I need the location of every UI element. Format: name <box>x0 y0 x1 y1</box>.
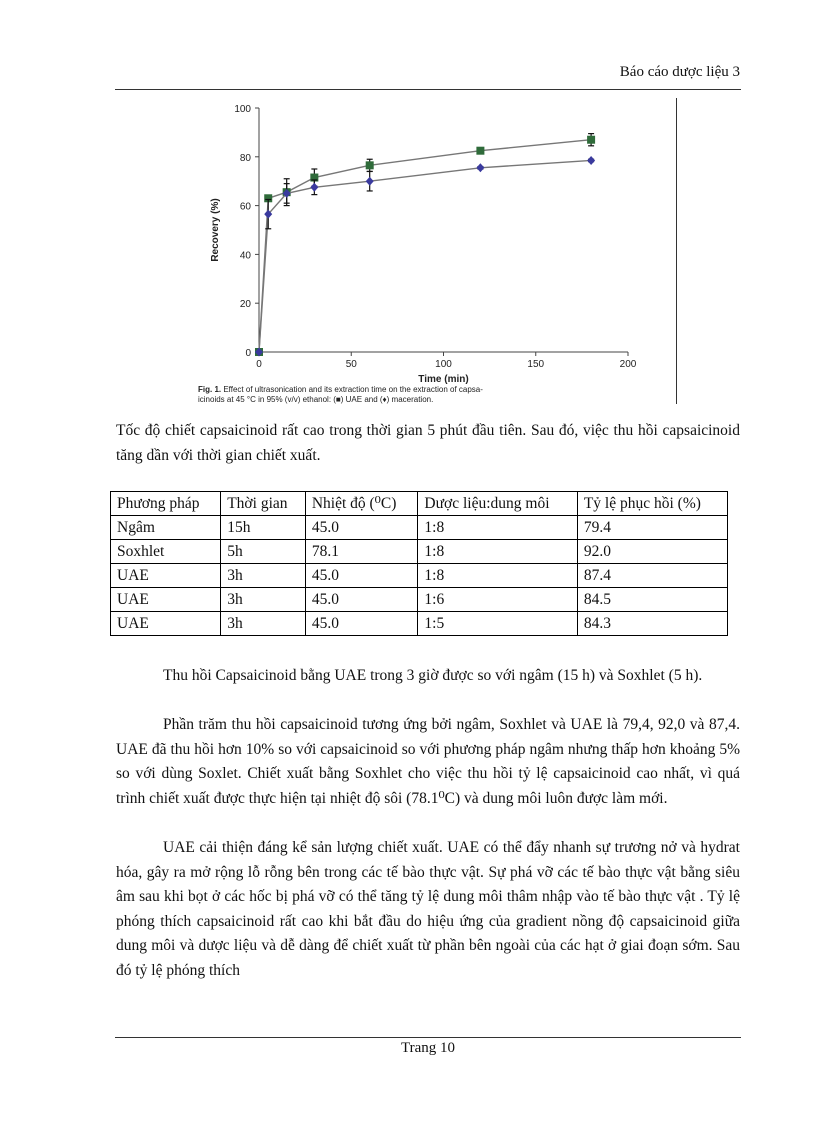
table-cell: 45.0 <box>305 588 418 612</box>
table-cell: UAE <box>111 564 221 588</box>
table-row <box>111 612 728 636</box>
y-tick-label: 80 <box>239 152 251 164</box>
data-point-UAE <box>476 147 484 155</box>
table-cell: 87.4 <box>577 564 727 588</box>
table-cell: 3h <box>221 588 306 612</box>
table-cell: 79.4 <box>577 516 727 540</box>
body-paragraph: UAE cải thiện đáng kể sản lượng chiết xuất. UAE có thể đẩy nhanh sự trương nở và hydrat hóa, gây ra mở rộng lỗ rỗng bên trong các tế bào thực vật. Sự phá vỡ các tế bào thực vật bằng siêu âm sau khi bọt ở các hốc bị phá vỡ có thể tăng tỷ lệ dung môi thâm nhập vào tế bào thực vật . Tỷ lệ phóng thích capsaicinoid rất cao khi bắt đầu do hiệu ứng của gradient nồng độ capsaicinoid giữa dung môi và dược liệu và dễ dàng để chiết xuất từ phần bên ngoài của các hạt ở giai đoạn sớm. Sau đó tỷ lệ phóng thích <box>116 839 740 979</box>
table-row <box>111 540 728 564</box>
figure-border <box>676 98 677 404</box>
table-cell: 1:8 <box>418 516 577 540</box>
table-cell: Ngâm <box>111 516 221 540</box>
table-cell: 3h <box>221 612 306 636</box>
table-cell: 84.5 <box>577 588 727 612</box>
x-tick-label: 150 <box>527 359 545 370</box>
table-header-cell: Nhiệt độ (⁰C) <box>305 492 418 516</box>
table-header-cell: Phương pháp <box>111 492 221 516</box>
y-tick-label: 40 <box>239 250 251 262</box>
table-row <box>111 588 728 612</box>
table-cell: 1:6 <box>418 588 577 612</box>
footer-divider <box>115 1037 741 1038</box>
table-cell: 5h <box>221 540 306 564</box>
y-tick-label: 20 <box>239 299 251 311</box>
table-cell: 1:8 <box>418 564 577 588</box>
figure-caption-text: Effect of ultrasonication and its extraction time on the extraction of capsa- <box>221 385 483 394</box>
table-row <box>111 516 728 540</box>
y-tick-label: 60 <box>239 201 251 213</box>
y-axis-label: Recovery (%) <box>210 198 221 262</box>
table-header-cell: Dược liệu:dung môi <box>418 492 577 516</box>
y-tick-label: 0 <box>245 348 251 359</box>
figure-caption-label: Fig. 1. <box>198 385 222 394</box>
recovery-chart <box>196 96 666 406</box>
body-paragraph: Thu hồi Capsaicinoid bằng UAE trong 3 giờ được so với ngâm (15 h) và Soxhlet (5 h). <box>163 667 703 684</box>
data-point-maceration <box>476 163 484 172</box>
data-point-UAE <box>587 136 595 144</box>
figure-caption-line1 <box>198 385 483 394</box>
table-cell: 84.3 <box>577 612 727 636</box>
figure-caption-line2: icinoids at 45 °C in 95% (v/v) ethanol: (■) UAE and (♦) maceration. <box>198 395 434 404</box>
data-point-maceration <box>366 177 374 186</box>
x-tick-label: 0 <box>256 359 262 370</box>
data-point-maceration <box>310 183 318 192</box>
y-tick-label: 100 <box>234 104 251 115</box>
document-title: Báo cáo dược liệu 3 <box>619 64 740 80</box>
table-header-cell: Thời gian <box>221 492 306 516</box>
table-header-row <box>111 492 728 516</box>
header-divider <box>115 89 741 90</box>
table-cell: 45.0 <box>305 564 418 588</box>
series-line-maceration <box>259 160 591 352</box>
x-tick-label: 50 <box>345 359 357 370</box>
table-cell: 92.0 <box>577 540 727 564</box>
table-cell: 15h <box>221 516 306 540</box>
table-cell: 1:8 <box>418 540 577 564</box>
table-row <box>111 564 728 588</box>
table-cell: UAE <box>111 612 221 636</box>
intro-paragraph: Tốc độ chiết capsaicinoid rất cao trong thời gian 5 phút đầu tiên. Sau đó, việc thu hồi capsaicinoid tăng dần với thời gian chiết xuất. <box>116 422 740 464</box>
body-paragraph: Phần trăm thu hồi capsaicinoid tương ứng bởi ngâm, Soxhlet và UAE là 79,4, 92,0 và 87,4. UAE đã thu hồi hơn 10% so với capsaicinoid so với phương pháp ngâm nhưng thấp hơn khoảng 5% so với dùng Soxlet. Chiết xuất bằng Soxhlet cho việc thu hồi tỷ lệ capsaicinoid cao nhất, vì quá trình chiết xuất được thực hiện tại nhiệt độ sôi (78.1⁰C) và dung môi luôn được làm mới. <box>116 716 740 807</box>
table-cell: 45.0 <box>305 516 418 540</box>
x-tick-label: 100 <box>435 359 452 370</box>
table-cell: 78.1 <box>305 540 418 564</box>
page-number: Trang 10 <box>400 1040 456 1056</box>
table-cell: 45.0 <box>305 612 418 636</box>
data-point-maceration <box>587 156 595 165</box>
x-axis-label: Time (min) <box>418 374 469 385</box>
series-line-UAE <box>259 140 591 352</box>
figure <box>196 96 666 406</box>
results-table <box>110 491 728 636</box>
table-cell: UAE <box>111 588 221 612</box>
table-header-cell: Tỷ lệ phục hồi (%) <box>577 492 727 516</box>
data-point-UAE <box>366 161 374 169</box>
table-cell: 3h <box>221 564 306 588</box>
table-cell: Soxhlet <box>111 540 221 564</box>
table-cell: 1:5 <box>418 612 577 636</box>
x-tick-label: 200 <box>619 359 637 370</box>
